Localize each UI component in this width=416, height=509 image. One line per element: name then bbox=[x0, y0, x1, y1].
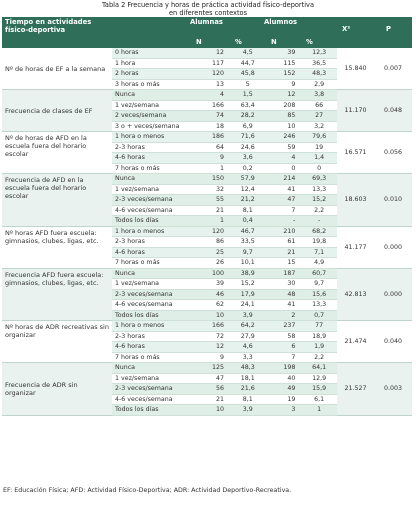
category-rows bbox=[112, 48, 337, 90]
alumnas-n: 12 bbox=[215, 343, 224, 350]
p-value: 0.048 bbox=[374, 90, 412, 132]
alumnas-n: 26 bbox=[215, 259, 224, 266]
alumnas-n: 39 bbox=[215, 280, 224, 287]
alumnos-pct: 60,7 bbox=[312, 269, 327, 277]
category-label: 2 veces/semana bbox=[115, 112, 167, 119]
table-row bbox=[112, 384, 337, 395]
p-value: 0.010 bbox=[374, 174, 412, 227]
chi-square-value: 16.571 bbox=[337, 132, 374, 174]
alumnos-n: 41 bbox=[287, 301, 296, 308]
alumnas-n: 21 bbox=[215, 206, 224, 214]
alumnas-n: 1 bbox=[219, 164, 224, 172]
alumnos-n: 19 bbox=[287, 395, 296, 403]
table-row bbox=[112, 195, 337, 206]
table-row bbox=[112, 342, 337, 353]
alumnas-n: 55 bbox=[215, 196, 224, 203]
chi-square-value: 41.177 bbox=[337, 227, 374, 269]
table-row bbox=[112, 153, 337, 164]
category-label: Nunca bbox=[115, 364, 136, 371]
category-label: 2-3 veces/semana bbox=[115, 196, 173, 203]
alumnas-n: 46 bbox=[215, 290, 224, 298]
category-label: Todos los días bbox=[115, 311, 159, 319]
alumnas-pct: 24,6 bbox=[240, 143, 255, 151]
alumnas-n: 1 bbox=[219, 217, 224, 224]
alumnos-pct: 15,9 bbox=[312, 385, 327, 392]
table-row bbox=[112, 80, 337, 91]
variable-group bbox=[2, 90, 412, 132]
category-label: 7 horas o más bbox=[115, 353, 160, 361]
alumnos-n: 12 bbox=[287, 91, 296, 98]
table-row bbox=[112, 395, 337, 406]
alumnos-pct: 1,4 bbox=[314, 154, 325, 161]
variable-group bbox=[2, 269, 412, 322]
variable-label: Frecuencia de clases de EF bbox=[2, 90, 112, 132]
chi-square-value: 11.170 bbox=[337, 90, 374, 132]
table-row bbox=[112, 269, 337, 280]
alumnas-pct: 8,1 bbox=[242, 206, 253, 214]
alumnas-n: 74 bbox=[215, 112, 224, 119]
category-label: 2 horas bbox=[115, 70, 139, 77]
category-label: 4-6 veces/semana bbox=[115, 301, 173, 308]
category-label: 4-6 horas bbox=[115, 154, 145, 161]
table-row bbox=[112, 111, 337, 122]
alumnas-pct: 64,2 bbox=[240, 322, 255, 329]
header-pct-alumnos: % bbox=[306, 38, 313, 46]
alumnos-n: 0 bbox=[291, 164, 296, 172]
alumnos-n: 7 bbox=[291, 206, 296, 214]
alumnas-n: 150 bbox=[211, 175, 224, 182]
table-row bbox=[112, 321, 337, 332]
table-row bbox=[112, 143, 337, 154]
p-value: 0.007 bbox=[374, 48, 412, 90]
alumnas-pct: 21,6 bbox=[240, 385, 255, 392]
table-row bbox=[112, 185, 337, 196]
table-caption bbox=[0, 1, 416, 17]
alumnas-n: 64 bbox=[215, 143, 224, 151]
table-row bbox=[112, 48, 337, 59]
chi-square-value: 21.474 bbox=[337, 321, 374, 363]
alumnas-pct: 48,3 bbox=[240, 364, 255, 371]
category-label: 2-3 veces/semana bbox=[115, 385, 173, 392]
alumnos-pct: 12,9 bbox=[312, 374, 327, 382]
alumnos-n: 15 bbox=[287, 259, 296, 266]
alumnas-n: 120 bbox=[211, 227, 224, 235]
alumnos-n: 7 bbox=[291, 353, 296, 361]
alumnas-pct: 3,9 bbox=[242, 406, 253, 413]
alumnos-n: 2 bbox=[291, 311, 296, 319]
table-row bbox=[112, 311, 337, 322]
alumnas-pct: 17,9 bbox=[240, 290, 255, 298]
header-variable: Tiempo en actividades físico-deportiva bbox=[5, 18, 92, 34]
category-label: Nunca bbox=[115, 175, 136, 182]
alumnos-pct: 3,2 bbox=[314, 122, 325, 130]
category-label: 1 vez/semana bbox=[115, 185, 160, 193]
category-label: 3 horas o más bbox=[115, 80, 160, 88]
table-row bbox=[112, 122, 337, 133]
variable-label: Frecuencia AFD fuera escuela: gimnasios, clubes, ligas, etc. bbox=[2, 269, 112, 322]
alumnos-pct: 2,9 bbox=[314, 80, 325, 88]
alumnos-pct: 3,8 bbox=[314, 91, 325, 98]
table-header bbox=[2, 17, 412, 48]
category-rows bbox=[112, 132, 337, 174]
alumnos-n: 115 bbox=[283, 59, 296, 67]
variable-group bbox=[2, 132, 412, 174]
alumnas-n: 25 bbox=[215, 248, 224, 256]
header-pct-alumnas: % bbox=[235, 38, 242, 46]
alumnos-pct: 27 bbox=[315, 112, 324, 119]
p-value: 0.056 bbox=[374, 132, 412, 174]
category-label: 1 vez/semana bbox=[115, 101, 160, 109]
alumnos-n: 39 bbox=[287, 49, 296, 56]
alumnas-n: 86 bbox=[215, 238, 224, 245]
alumnos-pct: 13,3 bbox=[312, 301, 327, 308]
alumnos-n: 187 bbox=[283, 269, 296, 277]
alumnos-n: 152 bbox=[283, 70, 296, 77]
alumnos-n: 47 bbox=[287, 196, 296, 203]
category-label: 1 hora bbox=[115, 59, 136, 67]
alumnos-pct: 77 bbox=[315, 322, 324, 329]
alumnos-pct: 4,9 bbox=[314, 259, 325, 266]
category-label: 1 hora o menos bbox=[115, 227, 165, 235]
alumnos-n: 21 bbox=[287, 248, 296, 256]
alumnas-pct: 27,9 bbox=[240, 332, 255, 340]
table-row bbox=[112, 300, 337, 311]
category-rows bbox=[112, 321, 337, 363]
category-rows bbox=[112, 174, 337, 227]
table-row bbox=[112, 374, 337, 385]
category-label: 1 hora o menos bbox=[115, 322, 165, 329]
alumnas-pct: 21,2 bbox=[240, 196, 255, 203]
variable-group bbox=[2, 321, 412, 363]
alumnas-pct: 28,2 bbox=[240, 112, 255, 119]
alumnas-n: 18 bbox=[215, 122, 224, 130]
header-row-2 bbox=[2, 37, 412, 48]
header-p-value: P bbox=[386, 25, 391, 33]
header-n-alumnos: N bbox=[271, 38, 277, 46]
header-row-1 bbox=[2, 17, 412, 37]
alumnas-pct: 38,9 bbox=[240, 269, 255, 277]
category-label: 0 horas bbox=[115, 49, 139, 56]
alumnos-n: 49 bbox=[287, 385, 296, 392]
category-label: 1 hora o menos bbox=[115, 133, 165, 140]
alumnas-pct: 46,7 bbox=[240, 227, 255, 235]
alumnas-n: 12 bbox=[215, 49, 224, 56]
category-label: 4-6 veces/semana bbox=[115, 395, 173, 403]
category-label: 7 horas o más bbox=[115, 164, 160, 172]
alumnas-pct: 9,7 bbox=[242, 248, 253, 256]
header-chi-square: X² bbox=[342, 25, 351, 33]
alumnas-pct: 4,6 bbox=[242, 343, 253, 350]
table-row bbox=[112, 237, 337, 248]
alumnos-pct: 12,3 bbox=[312, 49, 327, 56]
variable-label: Frecuencia de AFD en la escuela fuera del horario escolar bbox=[2, 174, 112, 227]
alumnas-pct: 5 bbox=[245, 80, 250, 88]
table-row bbox=[112, 405, 337, 416]
table-row bbox=[112, 353, 337, 364]
alumnos-pct: 79,6 bbox=[312, 133, 327, 140]
category-label: Nunca bbox=[115, 269, 136, 277]
alumnas-pct: 44,7 bbox=[240, 59, 255, 67]
p-value: 0.040 bbox=[374, 321, 412, 363]
table-row bbox=[112, 101, 337, 112]
alumnos-n: 48 bbox=[287, 290, 296, 298]
caption-line-1: Tabla 2 Frecuencia y horas de práctica actividad físico-deportiva bbox=[101, 1, 314, 9]
table-row bbox=[112, 248, 337, 259]
alumnos-n: 58 bbox=[287, 332, 296, 340]
variable-label: Nº horas de ADR recreativas sin organizar bbox=[2, 321, 112, 363]
category-label: 4-6 horas bbox=[115, 248, 145, 256]
category-label: Todos los días bbox=[115, 217, 159, 224]
alumnos-pct: 1 bbox=[317, 406, 322, 413]
alumnas-n: 4 bbox=[219, 91, 224, 98]
alumnas-pct: 1,5 bbox=[242, 91, 253, 98]
alumnos-n: 6 bbox=[291, 343, 296, 350]
alumnos-pct: 0 bbox=[317, 164, 322, 172]
alumnos-pct: 66 bbox=[315, 101, 324, 109]
alumnos-n: 40 bbox=[287, 374, 296, 382]
category-label: Todos los días bbox=[115, 406, 159, 413]
alumnos-n: 30 bbox=[287, 280, 296, 287]
category-label: 4-6 horas bbox=[115, 343, 145, 350]
table-row bbox=[112, 258, 337, 269]
category-label: 2-3 veces/semana bbox=[115, 290, 173, 298]
variable-group bbox=[2, 48, 412, 90]
table-row bbox=[112, 174, 337, 185]
alumnas-n: 166 bbox=[211, 322, 224, 329]
alumnas-n: 10 bbox=[215, 311, 224, 319]
table-footnote: EF: Educación Física; AFD: Actividad Físico-Deportiva; ADR: Actividad Deportivo-Recreativa. bbox=[3, 487, 292, 494]
alumnos-n: - bbox=[293, 217, 296, 224]
table-row bbox=[112, 363, 337, 374]
alumnos-n: 9 bbox=[291, 80, 296, 88]
category-rows bbox=[112, 227, 337, 269]
alumnas-pct: 0,4 bbox=[242, 217, 253, 224]
category-label: 4-6 veces/semana bbox=[115, 206, 173, 214]
alumnos-pct: 18,9 bbox=[312, 332, 327, 340]
alumnas-n: 10 bbox=[215, 406, 224, 413]
alumnos-n: 237 bbox=[283, 322, 296, 329]
alumnos-pct: 68,2 bbox=[312, 227, 327, 235]
alumnos-n: 41 bbox=[287, 185, 296, 193]
alumnos-n: 61 bbox=[287, 238, 296, 245]
alumnas-n: 125 bbox=[211, 364, 224, 371]
alumnos-pct: 6,1 bbox=[314, 395, 325, 403]
alumnas-pct: 3,6 bbox=[242, 154, 253, 161]
alumnos-pct: 19,8 bbox=[312, 238, 327, 245]
alumnas-pct: 0,2 bbox=[242, 164, 253, 172]
p-value: 0.000 bbox=[374, 227, 412, 269]
alumnos-pct: 2,2 bbox=[314, 353, 325, 361]
alumnas-n: 9 bbox=[219, 353, 224, 361]
alumnas-n: 186 bbox=[211, 133, 224, 140]
variable-label: Frecuencia de ADR sin organizar bbox=[2, 363, 112, 416]
table-row bbox=[112, 332, 337, 343]
alumnas-pct: 18,1 bbox=[240, 374, 255, 382]
variable-label: Nº de horas de EF a la semana bbox=[2, 48, 112, 90]
alumnas-pct: 57,9 bbox=[240, 175, 255, 182]
alumnos-pct: 2,2 bbox=[314, 206, 325, 214]
alumnos-pct: 19 bbox=[315, 143, 324, 151]
alumnas-n: 9 bbox=[219, 154, 224, 161]
table-row bbox=[112, 279, 337, 290]
alumnos-n: 4 bbox=[291, 154, 296, 161]
alumnas-pct: 71,6 bbox=[240, 133, 255, 140]
alumnos-n: 10 bbox=[287, 122, 296, 130]
alumnas-pct: 63,4 bbox=[240, 101, 255, 109]
alumnos-pct: 36,5 bbox=[312, 59, 327, 67]
alumnos-pct: 69,3 bbox=[312, 175, 327, 182]
alumnas-n: 166 bbox=[211, 101, 224, 109]
p-value: 0.000 bbox=[374, 269, 412, 322]
alumnos-pct: 64,1 bbox=[312, 364, 327, 371]
variable-group bbox=[2, 227, 412, 269]
alumnas-n: 120 bbox=[211, 70, 224, 77]
alumnas-n: 32 bbox=[215, 185, 224, 193]
table-row bbox=[112, 69, 337, 80]
alumnos-n: 59 bbox=[287, 143, 296, 151]
p-value: 0.003 bbox=[374, 363, 412, 416]
table-row bbox=[112, 216, 337, 227]
alumnos-pct: 7,1 bbox=[314, 248, 325, 256]
alumnas-n: 72 bbox=[215, 332, 224, 340]
alumnas-n: 47 bbox=[215, 374, 224, 382]
category-label: 1 vez/semana bbox=[115, 374, 160, 382]
variable-group bbox=[2, 174, 412, 227]
alumnas-pct: 4,5 bbox=[242, 49, 253, 56]
header-alumnos: Alumnos bbox=[264, 18, 298, 26]
category-label: 2-3 horas bbox=[115, 238, 145, 245]
alumnas-n: 100 bbox=[211, 269, 224, 277]
category-rows bbox=[112, 90, 337, 132]
alumnas-pct: 3,3 bbox=[242, 353, 253, 361]
category-rows bbox=[112, 269, 337, 322]
chi-square-value: 15.840 bbox=[337, 48, 374, 90]
alumnas-pct: 33,5 bbox=[240, 238, 255, 245]
alumnas-pct: 3,9 bbox=[242, 311, 253, 319]
alumnos-n: 3 bbox=[291, 406, 296, 413]
alumnos-n: 246 bbox=[283, 133, 296, 140]
alumnos-n: 214 bbox=[283, 175, 296, 182]
table-row bbox=[112, 206, 337, 217]
table-row bbox=[112, 164, 337, 175]
alumnos-n: 210 bbox=[283, 227, 296, 235]
alumnas-n: 62 bbox=[215, 301, 224, 308]
alumnos-pct: 48,3 bbox=[312, 70, 327, 77]
alumnos-pct: 15,6 bbox=[312, 290, 327, 298]
alumnos-n: 208 bbox=[283, 101, 296, 109]
alumnos-pct: 1,9 bbox=[314, 343, 325, 350]
alumnas-pct: 45,8 bbox=[240, 70, 255, 77]
chi-square-value: 21.527 bbox=[337, 363, 374, 416]
alumnas-pct: 10,1 bbox=[240, 259, 255, 266]
alumnas-n: 13 bbox=[215, 80, 224, 88]
category-rows bbox=[112, 363, 337, 416]
alumnas-pct: 12,4 bbox=[240, 185, 255, 193]
alumnos-pct: 9,7 bbox=[314, 280, 325, 287]
alumnos-pct: 13,3 bbox=[312, 185, 327, 193]
category-label: 1 vez/semana bbox=[115, 280, 160, 287]
alumnas-pct: 6,9 bbox=[242, 122, 253, 130]
alumnas-pct: 24,1 bbox=[240, 301, 255, 308]
category-label: 2-3 horas bbox=[115, 143, 145, 151]
chi-square-value: 42.813 bbox=[337, 269, 374, 322]
alumnas-n: 117 bbox=[211, 59, 224, 67]
table-row bbox=[112, 132, 337, 143]
alumnas-n: 21 bbox=[215, 395, 224, 403]
alumnos-pct: 0,7 bbox=[314, 311, 325, 319]
alumnas-pct: 15,2 bbox=[240, 280, 255, 287]
caption-line-2: en diferentes contextos bbox=[168, 9, 248, 17]
category-label: 7 horas o más bbox=[115, 259, 160, 266]
category-label: 2-3 horas bbox=[115, 332, 145, 340]
table-row bbox=[112, 227, 337, 238]
frequency-table bbox=[2, 17, 412, 416]
alumnos-pct: - bbox=[318, 217, 321, 224]
chi-square-value: 18.603 bbox=[337, 174, 374, 227]
alumnos-pct: 15,2 bbox=[312, 196, 327, 203]
variable-label: Nº de horas de AFD en la escuela fuera del horario escolar bbox=[2, 132, 112, 174]
alumnas-pct: 8,1 bbox=[242, 395, 253, 403]
table-body bbox=[2, 48, 412, 416]
table-row bbox=[112, 59, 337, 70]
header-n-alumnas: N bbox=[196, 38, 202, 46]
table-row bbox=[112, 290, 337, 301]
alumnos-n: 198 bbox=[283, 364, 296, 371]
variable-group bbox=[2, 363, 412, 416]
category-label: Nunca bbox=[115, 91, 136, 98]
table-row bbox=[112, 90, 337, 101]
alumnos-n: 85 bbox=[287, 112, 296, 119]
category-label: 3 o + veces/semana bbox=[115, 122, 180, 130]
alumnas-n: 56 bbox=[215, 385, 224, 392]
header-alumnas: Alumnas bbox=[190, 18, 223, 26]
variable-label: Nº horas AFD fuera escuela: gimnasios, clubes, ligas, etc. bbox=[2, 227, 112, 269]
